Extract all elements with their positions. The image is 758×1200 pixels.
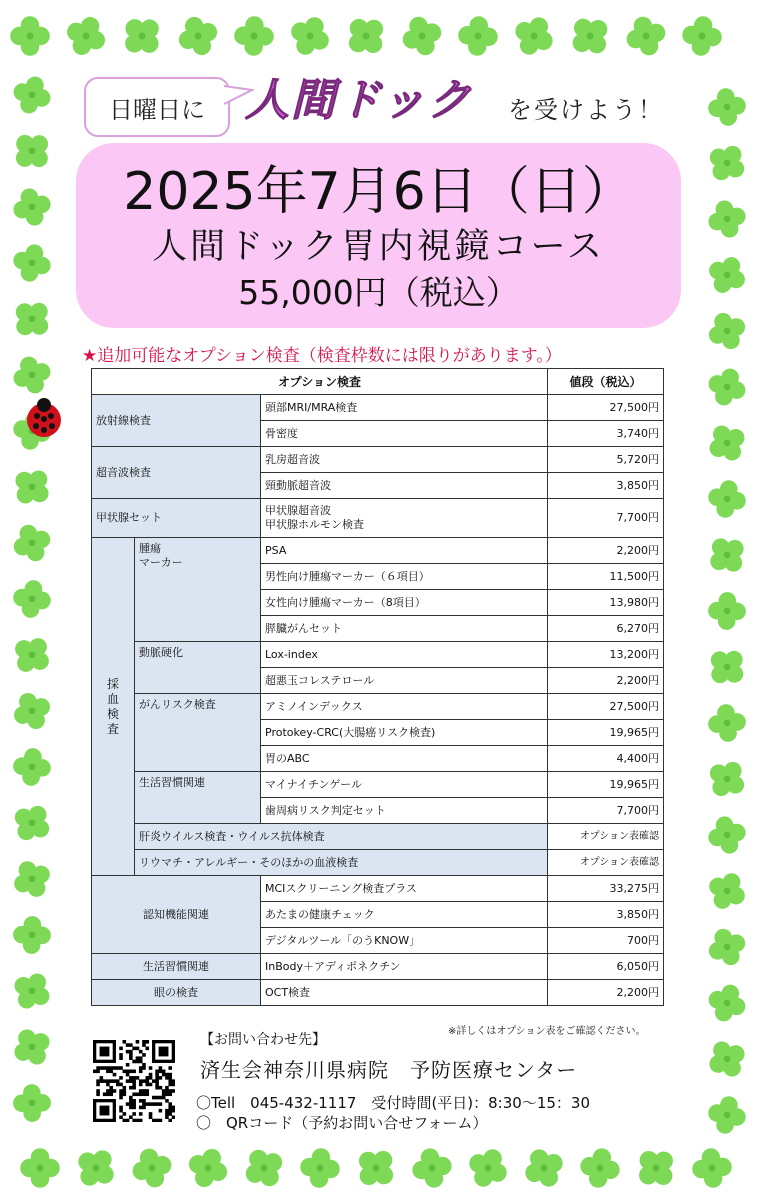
clover-icon: [621, 11, 670, 60]
item-name: 女性向け腫瘍マーカー（8項目）: [261, 590, 548, 616]
item-price: 2,200円: [548, 668, 664, 694]
category-blood: [92, 538, 135, 876]
item-price: 3,740円: [548, 421, 664, 447]
main-title: 人間ドック: [245, 75, 474, 126]
item-name: PSA: [261, 538, 548, 564]
item-price: オプション表確認: [548, 824, 664, 850]
clover-icon: [700, 640, 753, 693]
header-price: 値段（税込）: [548, 369, 664, 395]
clover-icon: [7, 854, 58, 905]
clover-icon: [9, 240, 55, 286]
item-name: マイナイチンゲール: [261, 772, 548, 798]
item-price: 5,720円: [548, 447, 664, 473]
table-row: [92, 850, 664, 876]
clover-icon: [706, 86, 748, 128]
item-name: デジタルツール「のうKNOW」: [261, 928, 548, 954]
clover-icon: [705, 477, 749, 521]
contact-qr-note: 〇 QRコード（予約お問い合せフォーム）: [196, 1114, 488, 1132]
clover-icon: [702, 250, 753, 301]
item-price: 7,700円: [548, 798, 664, 824]
item-name: MCIスクリーニング検査プラス: [261, 876, 548, 902]
subcategory-arterio: 動脈硬化: [135, 642, 261, 694]
table-row: [92, 772, 664, 798]
subcategory-line: マーカー: [139, 556, 183, 569]
contact-header: 【お問い合わせ先】: [200, 1032, 326, 1048]
item-price: 4,400円: [548, 746, 664, 772]
qr-code-icon[interactable]: [93, 1040, 175, 1122]
item-name: 頸動脈超音波: [261, 473, 548, 499]
item-name: アミノインデックス: [261, 694, 548, 720]
event-price: 55,000円（税込）: [238, 273, 519, 312]
table-row: [92, 395, 664, 421]
clover-icon: [702, 922, 751, 971]
table-row: [92, 499, 664, 538]
subcategory-cancer-risk: がんリスク検査: [135, 694, 261, 772]
subcategory-lifestyle: 生活習慣関連: [135, 772, 261, 824]
clover-icon: [705, 1093, 749, 1137]
clover-icon: [690, 1146, 734, 1190]
clover-icon: [702, 306, 752, 356]
table-row: [92, 694, 664, 720]
clover-icon: [299, 1147, 342, 1190]
clover-icon: [348, 1140, 404, 1196]
item-price: 33,275円: [548, 876, 664, 902]
item-name: 歯周病リスク判定セット: [261, 798, 548, 824]
clover-icon: [702, 866, 753, 917]
item-price: オプション表確認: [548, 850, 664, 876]
event-date: 2025年7月6日（日）: [123, 162, 634, 222]
clover-icon: [6, 965, 58, 1017]
clover-icon: [8, 351, 56, 399]
subcategory-line: 腫瘍: [139, 542, 161, 555]
item-name: 乳房超音波: [261, 447, 548, 473]
clover-icon: [234, 16, 275, 57]
clover-icon: [457, 15, 499, 57]
item-name: 膵臓がんセット: [261, 616, 548, 642]
item-name: InBody＋アディポネクチン: [261, 954, 548, 980]
clover-icon: [9, 184, 55, 230]
table-row: [92, 980, 664, 1006]
clover-icon: [6, 629, 59, 682]
clover-icon: [114, 8, 170, 64]
clover-icon: [517, 1141, 570, 1194]
table-row: [92, 824, 664, 850]
clover-icon: [5, 292, 58, 345]
item-price: 13,980円: [548, 590, 664, 616]
clover-icon: [182, 1142, 233, 1193]
clover-icon: [11, 578, 54, 621]
clover-icon: [5, 460, 58, 513]
clover-icon: [409, 1145, 455, 1191]
contact-org: 済生会神奈川県病院 予防医療センター: [200, 1058, 578, 1082]
clover-icon: [6, 797, 58, 849]
clover-icon: [703, 979, 751, 1027]
clover-icon: [20, 1148, 60, 1188]
item-price: 3,850円: [548, 473, 664, 499]
item-price: 7,700円: [548, 499, 664, 538]
detail-note: ※詳しくはオプション表をご確認ください。: [448, 1026, 646, 1037]
category-thyroid: 甲状腺セット: [92, 499, 261, 538]
clover-icon: [12, 747, 53, 788]
clover-icon: [60, 10, 112, 62]
clover-icon: [12, 915, 51, 954]
item-price: 27,500円: [548, 694, 664, 720]
clover-icon: [8, 519, 57, 568]
table-row: [92, 538, 664, 564]
clover-icon: [68, 1140, 123, 1195]
clover-icon: [704, 196, 750, 242]
clover-icon: [577, 1145, 623, 1191]
sunday-callout: [84, 77, 230, 137]
clover-icon: [700, 528, 753, 581]
clover-icon: [704, 812, 750, 858]
clover-icon: [237, 1141, 292, 1196]
item-line: 甲状腺超音波: [265, 504, 331, 517]
clover-icon: [703, 363, 751, 411]
table-row: [92, 447, 664, 473]
item-name: 骨密度: [261, 421, 548, 447]
table-row: [92, 642, 664, 668]
clover-icon: [128, 1144, 177, 1193]
clover-icon: [507, 9, 560, 62]
item-name: あたまの健康チェック: [261, 902, 548, 928]
item-name: [261, 499, 548, 538]
category-ultrasound: 超音波検査: [92, 447, 261, 499]
subcategory-tumor: [135, 538, 261, 642]
ladybug-icon: [27, 398, 61, 437]
category-cognitive: 認知機能関連: [92, 876, 261, 954]
item-name: Protokey-CRC(大腸癌リスク検査): [261, 720, 548, 746]
item-price: 2,200円: [548, 538, 664, 564]
item-line: 甲状腺ホルモン検査: [265, 518, 364, 531]
clover-icon: [10, 16, 50, 56]
clover-icon: [701, 137, 753, 189]
clover-icon: [338, 8, 394, 64]
item-rheuma: リウマチ・アレルギー・そのほかの血液検査: [135, 850, 548, 876]
clover-icon: [628, 1140, 684, 1196]
title-suffix: を受けよう！: [508, 96, 664, 124]
clover-icon: [701, 1033, 753, 1085]
table-row: [92, 954, 664, 980]
clover-icon: [7, 686, 57, 736]
clover-icon: [562, 8, 618, 64]
clover-icon: [6, 1021, 58, 1073]
item-price: 11,500円: [548, 564, 664, 590]
item-price: 19,965円: [548, 772, 664, 798]
clover-icon: [8, 71, 55, 118]
contact-phone-hours: 〇Tell 045-432-1117 受付時間(平日)：8:30～15：30: [196, 1094, 591, 1112]
table-row: [92, 876, 664, 902]
item-price: 13,200円: [548, 642, 664, 668]
clover-icon: [680, 14, 724, 58]
category-radiation: 放射線検査: [92, 395, 261, 447]
item-price: 19,965円: [548, 720, 664, 746]
item-name: OCT検査: [261, 980, 548, 1006]
callout-text: 日曜日に: [109, 95, 205, 124]
clover-icon: [701, 753, 754, 806]
category-eye: 眼の検査: [92, 980, 261, 1006]
item-hepatitis: 肝炎ウイルス検査・ウイルス抗体検査: [135, 824, 548, 850]
item-name: 男性向け腫瘍マーカー（６項目）: [261, 564, 548, 590]
item-name: 超悪玉コレステロール: [261, 668, 548, 694]
item-name: 胃のABC: [261, 746, 548, 772]
clover-icon: [13, 1084, 51, 1122]
clover-icon: [707, 591, 746, 630]
item-price: 2,200円: [548, 980, 664, 1006]
clover-icon: [706, 702, 748, 744]
category-lifestyle: 生活習慣関連: [92, 954, 261, 980]
clover-icon: [5, 124, 58, 177]
clover-icon: [397, 11, 447, 61]
table-header-row: [92, 369, 664, 395]
item-name: Lox-index: [261, 642, 548, 668]
category-blood-label: 採血検査: [107, 676, 120, 736]
event-course: 人間ドック胃内視鏡コース: [152, 227, 605, 267]
header-item: オプション検査: [92, 369, 548, 395]
clover-icon: [284, 10, 337, 63]
item-price: 700円: [548, 928, 664, 954]
item-price: 3,850円: [548, 902, 664, 928]
clover-icon: [701, 417, 753, 469]
clover-icon: [462, 1142, 515, 1195]
item-price: 6,270円: [548, 616, 664, 642]
item-price: 6,050円: [548, 954, 664, 980]
options-note: ★追加可能なオプション検査（検査枠数には限りがあります。）: [82, 346, 562, 366]
item-name: 頭部MRI/MRA検査: [261, 395, 548, 421]
options-table: [91, 368, 664, 1006]
clover-icon: [172, 10, 223, 61]
item-price: 27,500円: [548, 395, 664, 421]
